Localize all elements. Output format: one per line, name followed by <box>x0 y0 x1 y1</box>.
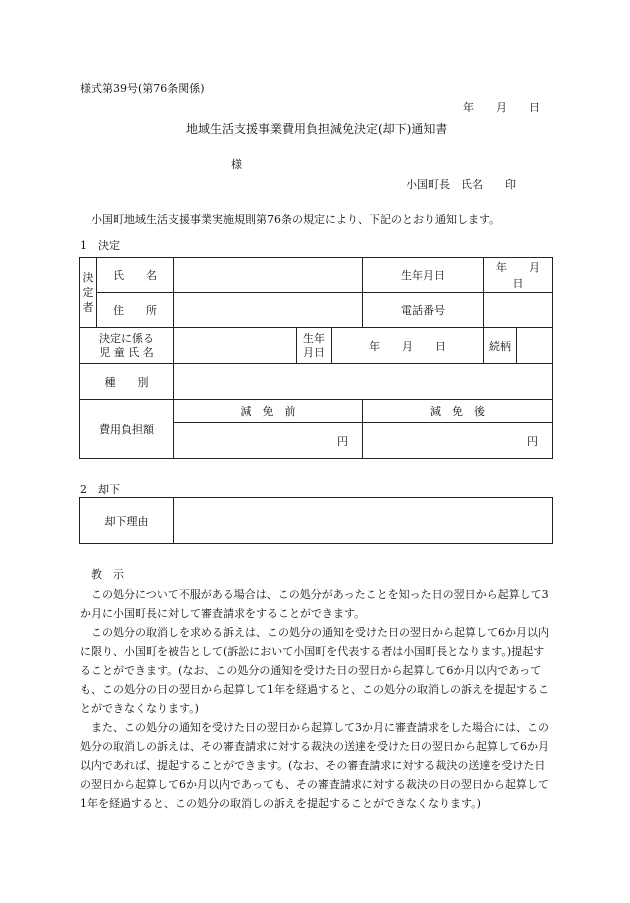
after-label: 減 免 後 <box>363 400 553 423</box>
issuer-line: 小国町長 氏名 印 <box>406 178 516 191</box>
rejection-table <box>79 497 553 544</box>
child-birth-line1: 生年 <box>303 331 325 345</box>
notice-heading: 教 示 <box>91 568 124 581</box>
after-yen: 円 <box>527 434 539 448</box>
address-field[interactable] <box>174 293 363 328</box>
child-name-label <box>80 328 174 364</box>
before-label: 減 免 前 <box>174 400 363 423</box>
address-label: 住 所 <box>97 293 174 328</box>
decision-heading: 1 決定 <box>80 239 120 252</box>
addressee-suffix: 様 <box>231 158 242 171</box>
before-amount-field[interactable] <box>174 423 363 459</box>
child-label-line1: 決定に係る <box>99 331 154 345</box>
type-label: 種 別 <box>80 364 174 400</box>
document-title: 地域生活支援事業費用負担減免決定(却下)通知書 <box>186 122 448 136</box>
cost-label: 費用負担額 <box>80 400 174 459</box>
child-birth-field[interactable]: 年 月 日 <box>332 328 484 364</box>
intro-text: 小国町地域生活支援事業実施規則第76条の規定により、下記のとおり通知します。 <box>91 213 501 226</box>
before-yen: 円 <box>337 434 349 448</box>
phone-field[interactable] <box>484 293 553 328</box>
decision-table <box>79 257 563 459</box>
document-date: 年 月 日 <box>463 101 540 114</box>
child-name-field[interactable] <box>174 328 297 364</box>
rejection-reason-label: 却下理由 <box>80 498 174 544</box>
form-number: 様式第39号(第76条関係) <box>80 82 205 95</box>
notice-paragraph-2: この処分の取消しを求める訴えは、この処分の通知を受けた日の翌日から起算して6か月以内に限り、小国町を被告として(訴訟において小国町を代表する者は小国町長となります。)提起することができます。(なお、この処分の通知を受けた日の翌日から起算して6か月以内であっても、この処分の日の翌日から起算して1年を経過すると、この処分の取消しの訴えを提起することができなくなります。) <box>80 626 549 715</box>
type-field[interactable] <box>174 364 553 400</box>
relation-field[interactable] <box>517 328 553 364</box>
notice-paragraph-1: この処分について不服がある場合は、この処分があったことを知った日の翌日から起算して3か月に小国町長に対して審査請求をすることができます。 <box>80 588 549 620</box>
birthdate-label: 生年月日 <box>363 258 484 293</box>
recipient-label: 決 定 者 <box>80 258 97 328</box>
after-amount-field[interactable] <box>363 423 553 459</box>
child-birth-label <box>297 328 332 364</box>
rejection-heading: 2 却下 <box>80 483 120 496</box>
relation-label: 続柄 <box>484 328 517 364</box>
phone-label: 電話番号 <box>363 293 484 328</box>
notice-paragraph-3: また、この処分の通知を受けた日の翌日から起算して3か月に審査請求をした場合には、この処分の取消しの訴えは、その審査請求に対する裁決の送達を受けた日の翌日から起算して6か月以内であれば、提起することができます。(なお、その審査請求に対する裁決の送達を受けた日の翌日から起算して6か月以内であっても、その審査請求に対する裁決の日の翌日から起算して1年を経過すると、この処分の取消しの訴えを提起することができなくなります。) <box>80 721 549 810</box>
birthdate-field[interactable]: 年 月 日 <box>484 258 553 293</box>
name-label: 氏 名 <box>97 258 174 293</box>
notice-body <box>80 585 553 813</box>
rejection-reason-field[interactable] <box>174 498 553 544</box>
child-label-line2: 児 童 氏 名 <box>99 345 154 359</box>
name-field[interactable] <box>174 258 363 293</box>
child-birth-line2: 月日 <box>303 345 325 359</box>
